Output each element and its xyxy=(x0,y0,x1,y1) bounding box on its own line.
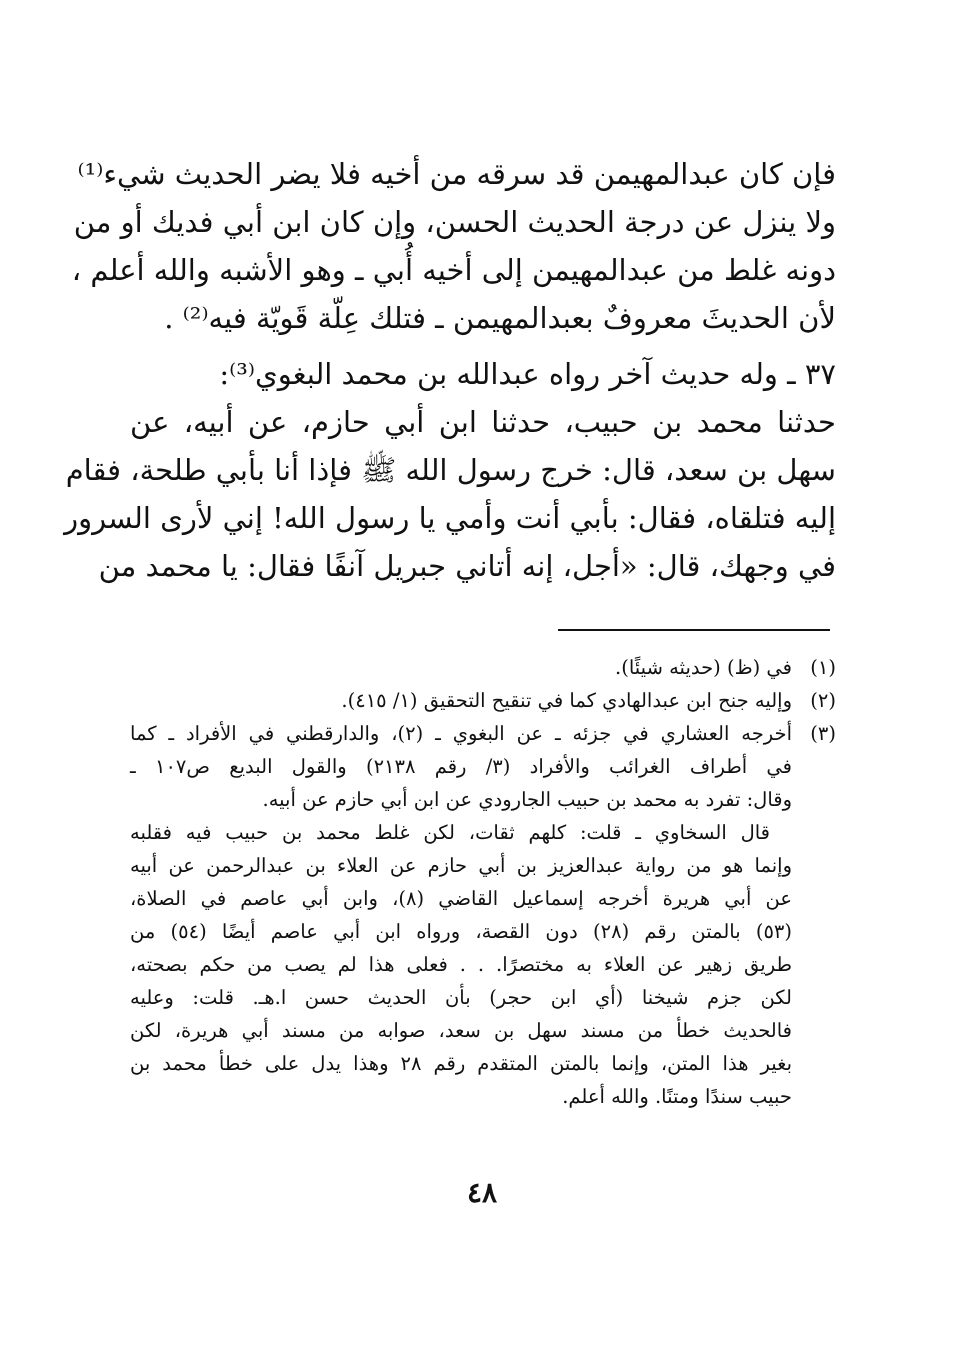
text-line: سهل بن سعد، قال: خرج رسول الله ﷺ فإذا أنا بأبي طلحة، فقام xyxy=(65,453,836,487)
footnotes-section xyxy=(130,651,836,1113)
footnote-line: فالحديث خطأ من مسند سهل بن سعد، صوابه من مسند أبي هريرة، لكن xyxy=(130,1019,792,1042)
footnote-line: طريق زهير عن العلاء به مختصرًا. . . فعلى هذا لم يصب من حكم بصحته، xyxy=(130,953,792,976)
footnote-2 xyxy=(130,684,836,717)
footnote-line: عن أبي هريرة أخرجه إسماعيل القاضي (٨)، وابن أبي عاصم في الصلاة، xyxy=(130,887,793,910)
text-line: لأن الحديثَ معروفٌ بعبدالمهيمن ـ فتلك عِلّة قَويّة فيه⁽²⁾ . xyxy=(164,301,836,335)
text-line: حدثنا محمد بن حبيب، حدثنا ابن أبي حازم، عن أبيه، عن xyxy=(130,405,836,439)
footnote-line: لكن جزم شيخنا (أي ابن حجر) بأن الحديث حسن ا.هـ. قلت: وعليه xyxy=(130,986,792,1009)
footnote-separator xyxy=(558,629,830,631)
text-line: دونه غلط من عبدالمهيمن إلى أخيه أُبي ـ وهو الأشبه والله أعلم ، xyxy=(71,253,836,287)
footnote-body xyxy=(130,651,792,684)
text-line: ولا ينزل عن درجة الحديث الحسن، وإن كان ابن أبي فديك أو من xyxy=(73,205,836,239)
main-paragraph-1 xyxy=(71,150,836,342)
footnote-number: (٣) xyxy=(810,722,836,745)
footnote-body xyxy=(130,684,792,717)
footnote-line: وإليه جنح ابن عبدالهادي كما في تنقيح التحقيق (١/ ٤١٥). xyxy=(341,689,792,712)
footnote-number: (٢) xyxy=(810,689,836,712)
footnote-line: في أطراف الغرائب والأفراد (٣/ رقم ٢١٣٨) والقول البديع ص١٠٧ ـ xyxy=(130,755,793,778)
footnote-number: (١) xyxy=(810,656,836,679)
footnote-line: قال السخاوي ـ قلت: كلهم ثقات، لكن غلط محمد بن حبيب فيه فقلبه xyxy=(130,821,770,844)
footnote-line: وإنما هو من رواية عبدالعزيز بن أبي حازم عن العلاء بن عبدالرحمن عن أبيه xyxy=(130,854,792,877)
main-paragraph-2 xyxy=(64,350,836,590)
footnote-line: حبيب سندًا ومتنًا. والله أعلم. xyxy=(562,1085,792,1108)
text-line: إليه فتلقاه، فقال: بأبي أنت وأمي يا رسول الله! إني لأرى السرور xyxy=(64,501,836,535)
footnote-body xyxy=(130,717,792,1113)
footnote-3 xyxy=(130,717,836,1113)
text-line: فإن كان عبدالمهيمن قد سرقه من أخيه فلا يضر الحديث شيء⁽¹⁾ xyxy=(77,157,836,191)
footnote-line: بغير هذا المتن، وإنما بالمتن المتقدم رقم ٢٨ وهذا يدل على خطأ محمد بن xyxy=(130,1052,793,1075)
footnote-line: (٥٣) بالمتن رقم (٢٨) دون القصة، ورواه ابن أبي عاصم أيضًا (٥٤) من xyxy=(130,920,792,943)
page-number: ٤٨ xyxy=(466,1176,498,1209)
text-line: في وجهك، قال: «أجل، إنه أتاني جبريل آنفًا فقال: يا محمد من xyxy=(98,549,836,583)
footnote-line: وقال: تفرد به محمد بن حبيب الجارودي عن ابن أبي حازم عن أبيه. xyxy=(262,788,792,811)
text-line: ٣٧ ـ وله حديث آخر رواه عبدالله بن محمد البغوي⁽³⁾: xyxy=(219,357,836,391)
footnote-line: في (ظ) (حديثه شيئًا). xyxy=(615,656,792,679)
footnote-line: أخرجه العشاري في جزئه ـ عن البغوي ـ (٢)، والدارقطني في الأفراد ـ كما xyxy=(130,722,792,745)
footnote-1 xyxy=(130,651,836,684)
